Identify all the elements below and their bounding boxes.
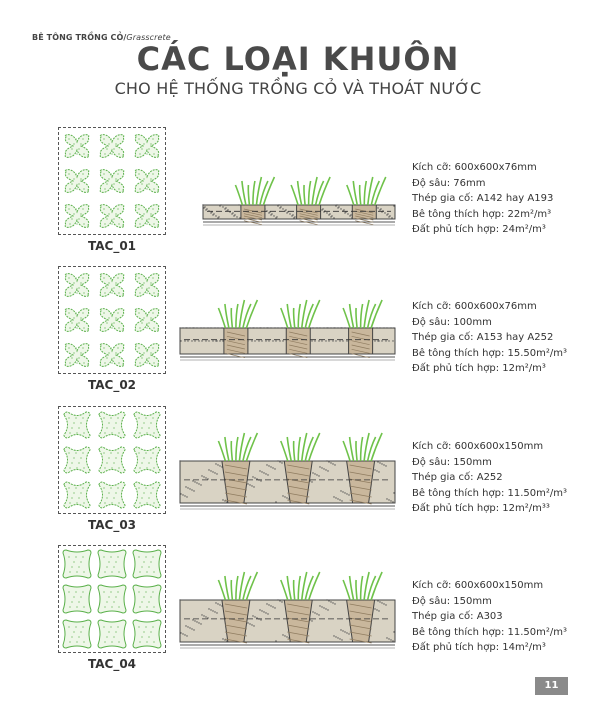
spec-soil: Đất phủ tích hợp: 12m²/m³ <box>412 363 546 374</box>
header-tag-text: BÊ TÔNG TRỒNG CỎ/ <box>32 33 127 42</box>
mold-row-3 <box>0 406 596 541</box>
spec-depth: Độ sâu: 150mm <box>412 456 492 468</box>
spec-steel: Thép gia cố: A142 hay A193 <box>412 193 554 204</box>
section-view-tac04 <box>175 545 400 655</box>
spec-soil: Đất phủ tích hợp: 12m²/m³³ <box>412 503 550 514</box>
spec-steel: Thép gia cố: A153 hay A252 <box>412 332 554 343</box>
spec-soil: Đất phủ tích hợp: 24m²/m³ <box>412 224 546 235</box>
mold-label: TAC_03 <box>87 518 137 532</box>
spec-concrete: Bê tông thích hợp: 11.50m²/m³ <box>412 487 567 499</box>
section-view-tac03 <box>175 406 400 516</box>
spec-steel: Thép gia cố: A252 <box>412 472 503 483</box>
spec-steel: Thép gia cố: A303 <box>412 611 503 622</box>
mold-row-2 <box>0 266 596 401</box>
spec-concrete: Bê tông thích hợp: 11.50m²/m³ <box>412 626 567 638</box>
plan-pattern-x <box>59 267 165 373</box>
spec-size: Kích cỡ: 600x600x76mm <box>412 301 537 312</box>
plan-view-tac04 <box>58 545 166 653</box>
plan-pattern-cushion <box>59 546 165 652</box>
mold-label: TAC_02 <box>87 378 137 392</box>
plan-view-tac03 <box>58 406 166 514</box>
page-subtitle: CHO HỆ THỐNG TRỒNG CỎ VÀ THOÁT NƯỚC <box>114 79 482 98</box>
mold-label: TAC_04 <box>87 657 137 671</box>
spec-size: Kích cỡ: 600x600x150mm <box>412 580 544 591</box>
spec-soil: Đất phủ tích hợp: 14m²/m³ <box>412 642 546 653</box>
spec-depth: Độ sâu: 150mm <box>412 595 492 607</box>
plan-view-tac02 <box>58 266 166 374</box>
plan-pattern-rounded <box>59 407 165 513</box>
section-view-tac01 <box>175 127 400 237</box>
mold-row-4 <box>0 545 596 680</box>
spec-depth: Độ sâu: 76mm <box>412 177 486 189</box>
section-view-tac02 <box>175 266 400 376</box>
page-number: 11 <box>535 677 568 695</box>
spec-list <box>412 439 567 517</box>
spec-size: Kích cỡ: 600x600x150mm <box>412 441 544 452</box>
mold-label: TAC_01 <box>87 239 137 253</box>
spec-concrete: Bê tông thích hợp: 15.50m²/m³ <box>412 347 567 359</box>
mold-row-1 <box>0 127 596 262</box>
spec-size: Kích cỡ: 600x600x76mm <box>412 162 537 173</box>
spec-list <box>412 299 567 377</box>
spec-list <box>412 578 567 656</box>
spec-list <box>412 160 553 238</box>
page-title: CÁC LOẠI KHUÔN <box>136 40 460 78</box>
plan-view-tac01 <box>58 127 166 235</box>
header-brand: Grasscrete <box>126 33 171 42</box>
spec-concrete: Bê tông thích hợp: 22m²/m³ <box>412 208 552 220</box>
spec-depth: Độ sâu: 100mm <box>412 316 492 328</box>
plan-pattern-x <box>59 128 165 234</box>
